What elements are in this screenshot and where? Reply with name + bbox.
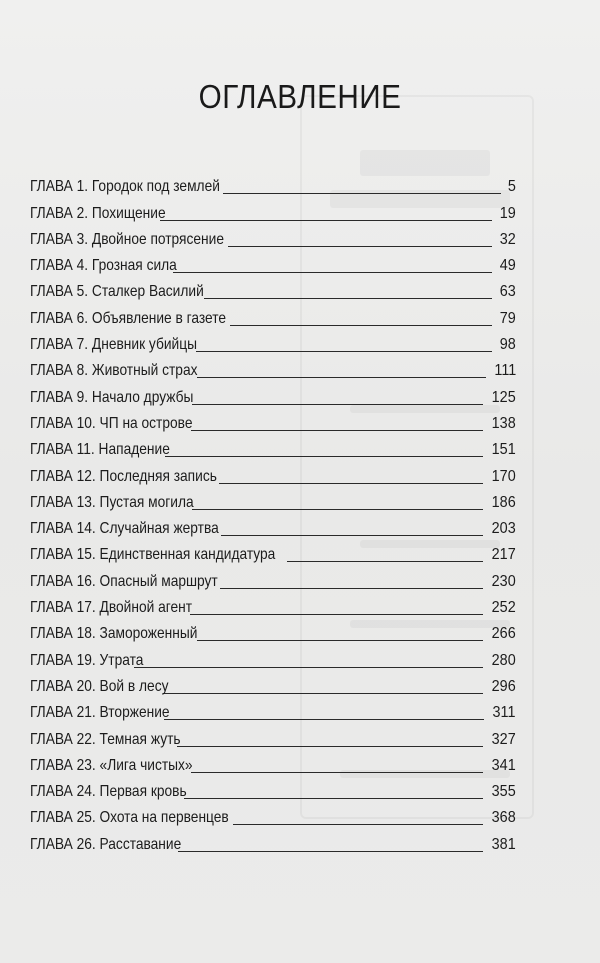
toc-entry [30,671,516,697]
table-of-contents [30,171,516,855]
leader-line [220,588,483,589]
chapter-title: ГЛАВА 18. Замороженный [30,625,198,643]
chapter-page-number: 98 [499,336,516,354]
chapter-page-number: 79 [499,309,516,327]
toc-entry [30,802,516,828]
toc-title: ОГЛАВЛЕНИЕ [198,78,402,115]
chapter-page-number: 19 [499,204,516,222]
toc-entry [30,644,516,670]
toc-entry [30,513,516,539]
chapter-title: ГЛАВА 9. Начало дружбы [30,388,194,406]
chapter-title: ГЛАВА 13. Пустая могила [30,493,194,511]
chapter-title: ГЛАВА 2. Похищение [30,204,166,222]
leader-line [160,220,493,221]
chapter-page-number: 32 [499,230,516,248]
chapter-page-number: 368 [491,809,516,827]
chapter-title: ГЛАВА 6. Объявление в газете [30,309,227,327]
chapter-page-number: 341 [491,756,516,774]
chapter-title: ГЛАВА 3. Двойное потрясение [30,230,224,248]
chapter-title: ГЛАВА 14. Случайная жертва [30,520,219,538]
chapter-page-number: 170 [491,467,516,485]
chapter-title: ГЛАВА 15. Единственная кандидатура [30,546,276,564]
chapter-title: ГЛАВА 4. Грозная сила [30,257,177,275]
toc-entry [30,171,516,197]
leader-line [230,325,492,326]
leader-line [177,746,483,747]
toc-entry [30,565,516,591]
toc-entry [30,408,516,434]
chapter-page-number: 138 [491,414,516,432]
chapter-page-number: 252 [491,599,516,617]
leader-line [287,561,483,562]
toc-entry [30,329,516,355]
chapter-title: ГЛАВА 24. Первая кровь [30,783,187,801]
leader-line [196,351,492,352]
leader-line [178,851,483,852]
leader-line [134,667,483,668]
leader-line [197,377,486,378]
chapter-page-number: 5 [507,178,516,196]
chapter-page-number: 296 [491,677,516,695]
chapter-title: ГЛАВА 25. Охота на первенцев [30,809,229,827]
chapter-title: ГЛАВА 10. ЧП на острове [30,414,193,432]
leader-line [233,824,483,825]
toc-entry [30,250,516,276]
chapter-title: ГЛАВА 16. Опасный маршрут [30,572,218,590]
chapter-page-number: 49 [499,257,516,275]
chapter-title: ГЛАВА 1. Городок под землей [30,178,220,196]
leader-line [221,535,483,536]
toc-entry [30,460,516,486]
chapter-title: ГЛАВА 23. «Лига чистых» [30,756,193,774]
toc-entry [30,723,516,749]
toc-entry [30,302,516,328]
leader-line [204,298,492,299]
leader-line [191,772,483,773]
toc-entry [30,592,516,618]
toc-entry [30,618,516,644]
leader-line [173,272,492,273]
toc-entry [30,381,516,407]
leader-line [191,430,483,431]
toc-entry [30,539,516,565]
chapter-title: ГЛАВА 21. Вторжение [30,704,170,722]
chapter-page-number: 355 [491,783,516,801]
chapter-page-number: 327 [491,730,516,748]
chapter-page-number: 111 [494,362,516,380]
chapter-page-number: 280 [491,651,516,669]
chapter-title: ГЛАВА 26. Расставание [30,835,182,853]
leader-line [223,193,501,194]
chapter-title: ГЛАВА 19. Утрата [30,651,144,669]
leader-line [163,693,483,694]
leader-line [197,640,484,641]
toc-entry [30,697,516,723]
chapter-page-number: 63 [499,283,516,301]
toc-entry [30,276,516,302]
toc-entry [30,828,516,854]
chapter-page-number: 125 [491,388,516,406]
leader-line [165,456,484,457]
toc-entry [30,750,516,776]
chapter-page-number: 230 [491,572,516,590]
leader-line [164,719,484,720]
leader-line [184,798,483,799]
toc-entry [30,355,516,381]
leader-line [190,614,483,615]
chapter-title: ГЛАВА 5. Сталкер Василий [30,283,204,301]
toc-entry [30,487,516,513]
toc-entry [30,776,516,802]
leader-line [192,404,483,405]
leader-line [228,246,493,247]
chapter-page-number: 266 [491,625,516,643]
chapter-title: ГЛАВА 11. Нападение [30,441,170,459]
leader-line [192,509,483,510]
chapter-page-number: 311 [493,704,516,722]
chapter-title: ГЛАВА 22. Темная жуть [30,730,181,748]
leader-line [219,483,483,484]
chapter-page-number: 217 [491,546,516,564]
toc-entry [30,197,516,223]
chapter-page-number: 151 [491,441,516,459]
chapter-title: ГЛАВА 20. Вой в лесу [30,677,169,695]
chapter-page-number: 186 [491,493,516,511]
chapter-title: ГЛАВА 8. Животный страх [30,362,198,380]
chapter-title: ГЛАВА 17. Двойной агент [30,599,193,617]
chapter-title: ГЛАВА 12. Последняя запись [30,467,217,485]
toc-entry [30,224,516,250]
chapter-page-number: 203 [491,520,516,538]
chapter-page-number: 381 [491,835,516,853]
chapter-title: ГЛАВА 7. Дневник убийцы [30,336,197,354]
toc-entry [30,434,516,460]
